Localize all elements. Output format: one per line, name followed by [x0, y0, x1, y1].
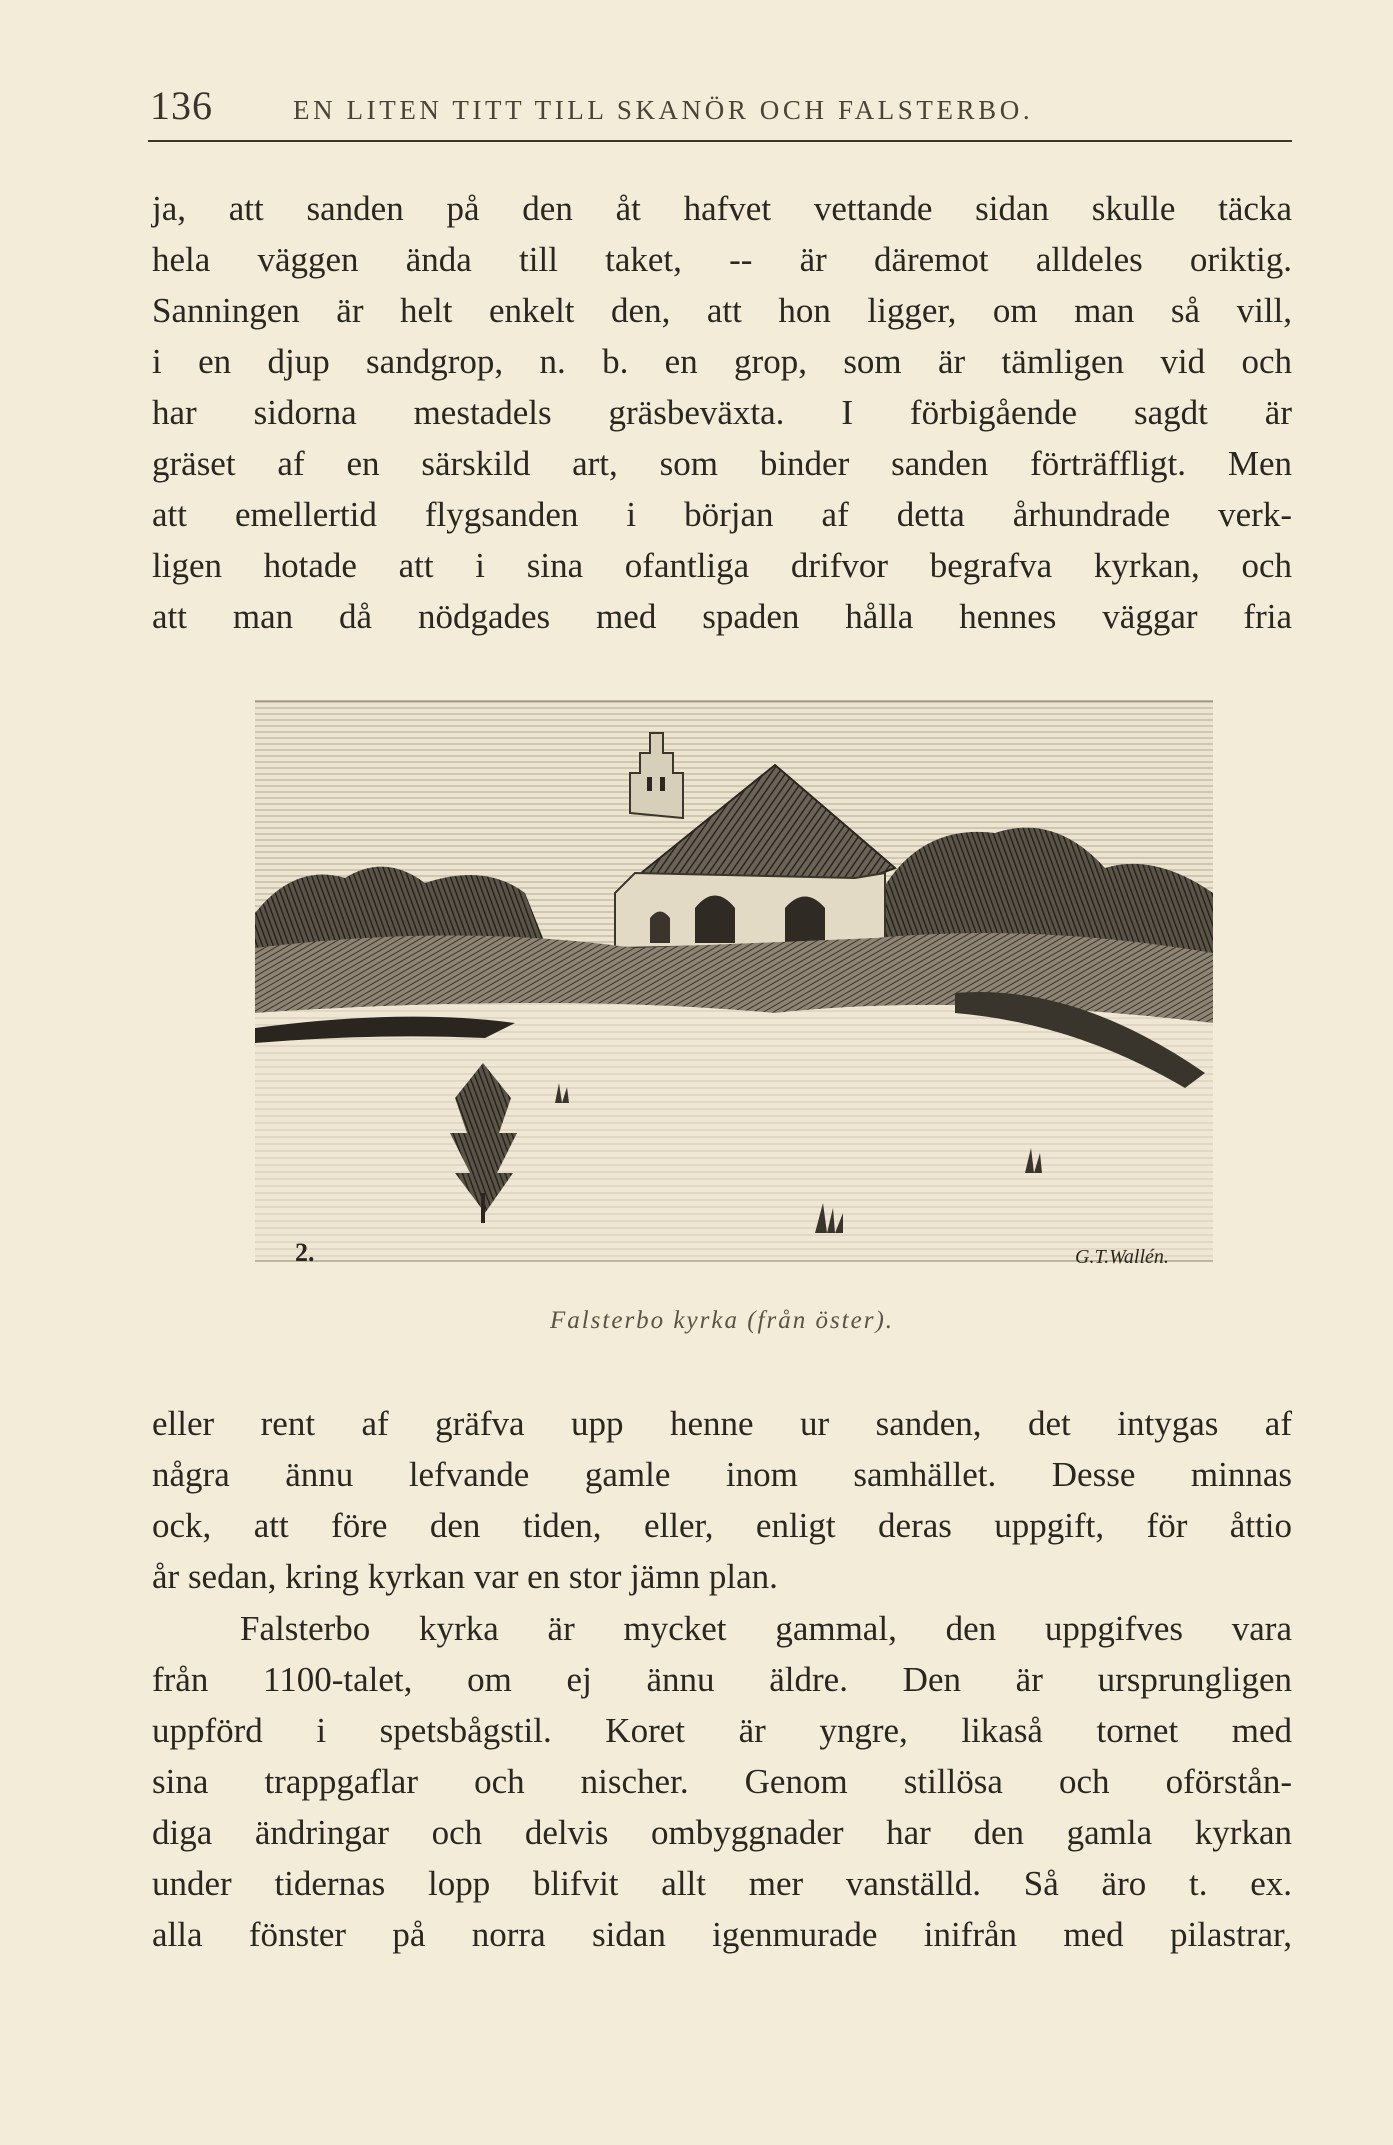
text-line: uppförd i spetsbågstil. Koret är yngre, likaså tornet med	[152, 1711, 1292, 1750]
text-line: hela väggen ända till taket, -- är däremot alldeles oriktig.	[152, 240, 1292, 279]
paragraph-1	[152, 183, 1292, 642]
paragraph-3	[152, 1603, 1292, 1960]
text-line: att man då nödgades med spaden hålla hennes väggar fria	[152, 597, 1292, 636]
text-line: ligen hotade att i sina ofantliga drifvor begrafva kyrkan, och	[152, 546, 1292, 585]
text-line: år sedan, kring kyrkan var en stor jämn plan.	[152, 1557, 778, 1596]
text-line: sina trappgaflar och nischer. Genom stillösa och oförstån-	[152, 1762, 1292, 1801]
text-line: i en djup sandgrop, n. b. en grop, som är tämligen vid och	[152, 342, 1292, 381]
plate-number: 2.	[295, 1238, 315, 1267]
running-head: EN LITEN TITT TILL SKANÖR OCH FALSTERBO.	[293, 95, 1034, 125]
paragraph-2	[152, 1398, 1292, 1602]
text-line: eller rent af gräfva upp henne ur sanden, det intygas af	[152, 1404, 1292, 1443]
text-line: under tidernas lopp blifvit allt mer vanställd. Så äro t. ex.	[152, 1864, 1292, 1903]
text-line: från 1100-talet, om ej ännu äldre. Den är ursprungligen	[152, 1660, 1292, 1699]
header-rule	[148, 140, 1292, 142]
text-line: har sidorna mestadels gräsbeväxta. I förbigående sagdt är	[152, 393, 1292, 432]
church-engraving	[255, 693, 1213, 1283]
page-number: 136	[150, 83, 213, 128]
text-line: alla fönster på norra sidan igenmurade inifrån med pilastrar,	[152, 1915, 1292, 1954]
text-line: Sanningen är helt enkelt den, att hon ligger, om man så vill,	[152, 291, 1292, 330]
page-header	[150, 82, 1290, 128]
engraver-signature: G.T.Wallén.	[1075, 1246, 1169, 1268]
text-line: några ännu lefvande gamle inom samhället. Desse minnas	[152, 1455, 1292, 1494]
figure-caption: Falsterbo kyrka (från öster).	[549, 1307, 895, 1334]
text-line: att emellertid flygsanden i början af detta århundrade verk-	[152, 495, 1292, 534]
text-line: ja, att sanden på den åt hafvet vettande sidan skulle täcka	[152, 189, 1292, 228]
text-line: Falsterbo kyrka är mycket gammal, den uppgifves vara	[240, 1609, 1292, 1648]
text-line: gräset af en särskild art, som binder sanden förträffligt. Men	[152, 444, 1292, 483]
text-line: diga ändringar och delvis ombyggnader har den gamla kyrkan	[152, 1813, 1292, 1852]
text-line: ock, att före den tiden, eller, enligt deras uppgift, för åttio	[152, 1506, 1292, 1545]
